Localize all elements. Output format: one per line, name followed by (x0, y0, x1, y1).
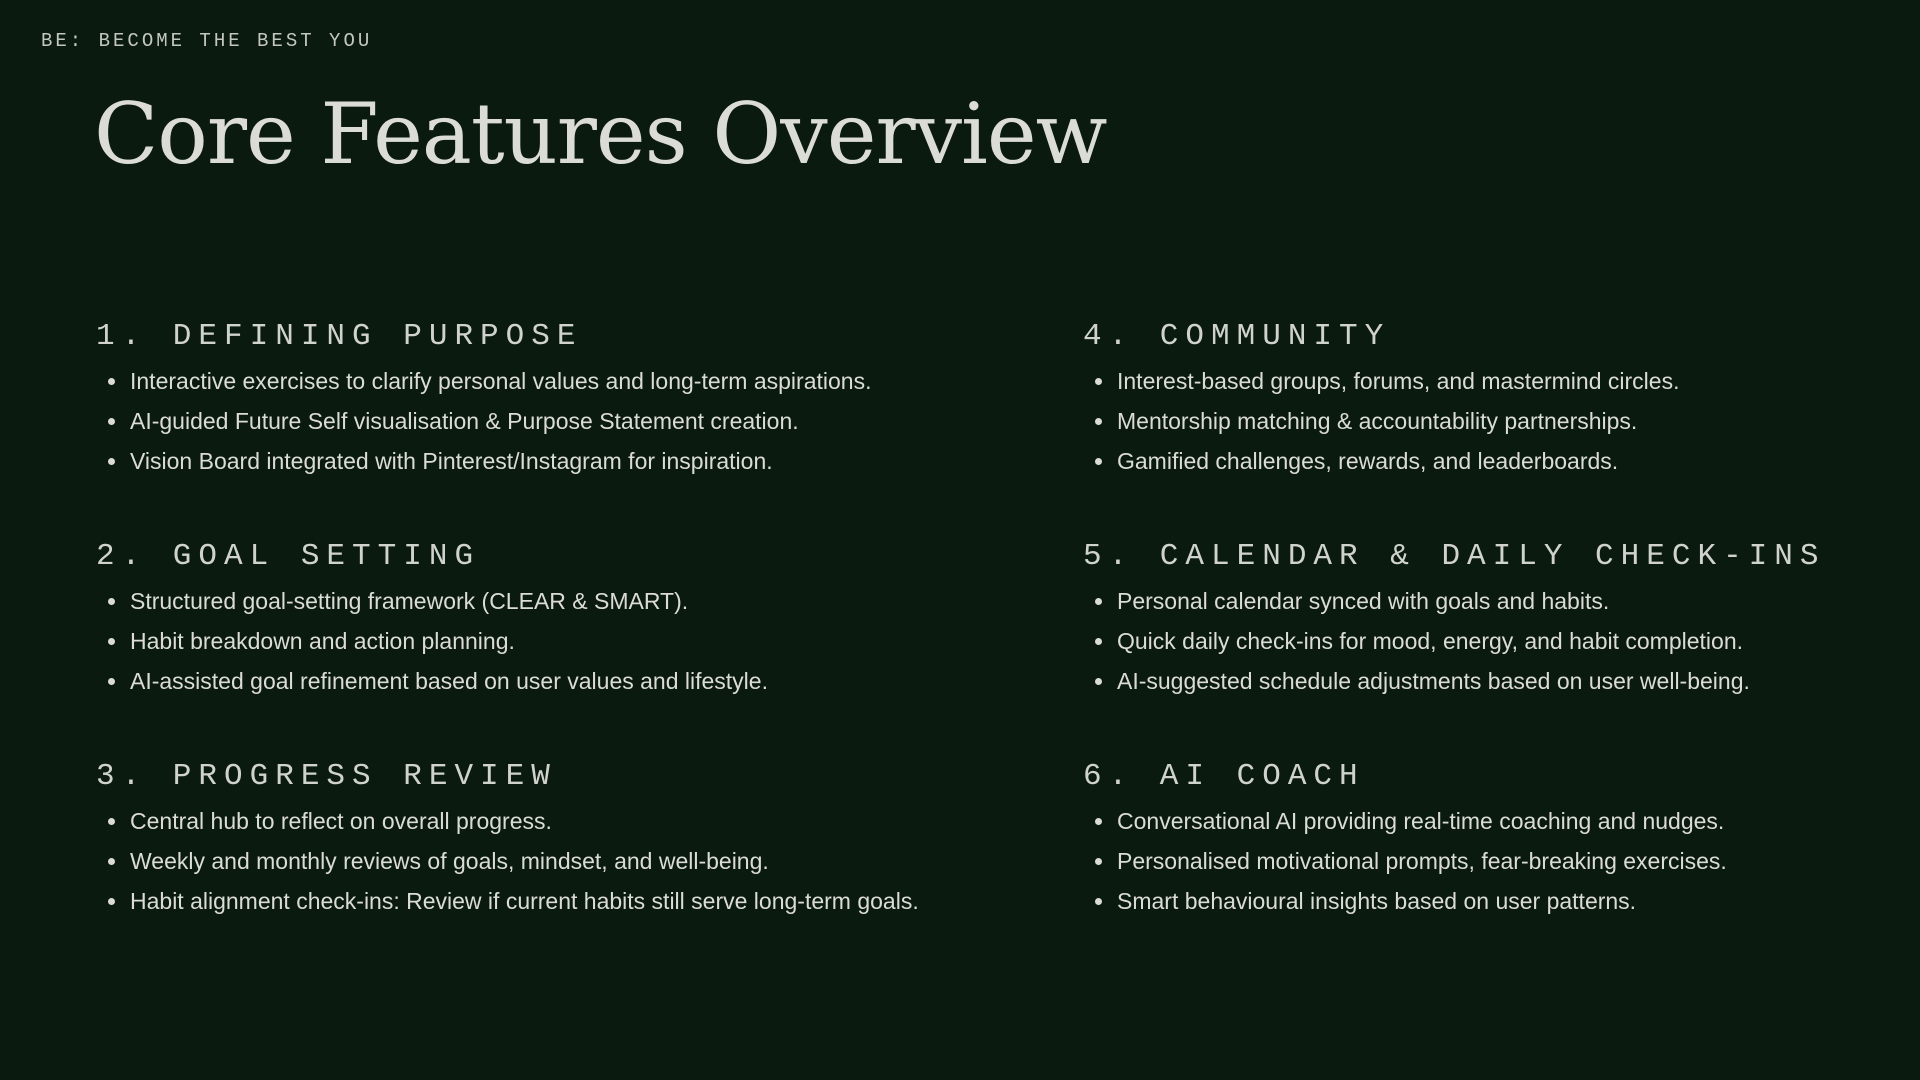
list-item-text: Habit alignment check-ins: Review if current habits still serve long-term goals. (130, 888, 919, 914)
list-item-text: Central hub to reflect on overall progress. (130, 808, 552, 834)
list-item (1083, 881, 1903, 921)
list-item-text: Mentorship matching & accountability partnerships. (1117, 408, 1638, 434)
list-item (1083, 441, 1903, 481)
bullet-icon (108, 678, 115, 685)
brand-tagline: BE: BECOME THE BEST YOU (41, 30, 373, 52)
list-item-text: Weekly and monthly reviews of goals, mindset, and well-being. (130, 848, 769, 874)
bullet-icon (108, 638, 115, 645)
bullet-icon (1095, 598, 1102, 605)
list-item (96, 401, 1056, 441)
bullet-icon (108, 818, 115, 825)
bullet-icon (1095, 378, 1102, 385)
bullet-icon (1095, 898, 1102, 905)
bullet-icon (108, 378, 115, 385)
list-item-text: Smart behavioural insights based on user patterns. (1117, 888, 1637, 914)
bullet-icon (108, 598, 115, 605)
feature-list (1083, 581, 1903, 701)
bullet-icon (1095, 818, 1102, 825)
feature-section-progress-review (96, 756, 1056, 976)
page-title: Core Features Overview (94, 85, 1107, 183)
list-item (1083, 361, 1903, 401)
list-item (1083, 401, 1903, 441)
list-item (96, 581, 1056, 621)
list-item-text: Gamified challenges, rewards, and leaderboards. (1117, 448, 1619, 474)
feature-list (1083, 361, 1903, 481)
feature-section-defining-purpose (96, 316, 1056, 536)
feature-section-ai-coach (1083, 756, 1903, 976)
section-heading: 2. GOAL SETTING (96, 539, 481, 574)
bullet-icon (1095, 678, 1102, 685)
feature-list (96, 581, 1056, 701)
list-item (1083, 801, 1903, 841)
list-item-text: Interest-based groups, forums, and mastermind circles. (1117, 368, 1680, 394)
list-item (96, 621, 1056, 661)
list-item-text: AI-assisted goal refinement based on user values and lifestyle. (130, 668, 768, 694)
list-item (96, 801, 1056, 841)
bullet-icon (1095, 458, 1102, 465)
section-heading: 6. AI COACH (1083, 759, 1365, 794)
features-column-right (1083, 316, 1903, 976)
feature-section-community (1083, 316, 1903, 536)
list-item (96, 361, 1056, 401)
bullet-icon (108, 898, 115, 905)
features-column-left (96, 316, 1056, 976)
list-item (96, 441, 1056, 481)
list-item-text: Structured goal-setting framework (CLEAR & SMART). (130, 588, 689, 614)
feature-list (96, 361, 1056, 481)
bullet-icon (108, 858, 115, 865)
list-item-text: Vision Board integrated with Pinterest/Instagram for inspiration. (130, 448, 773, 474)
section-heading: 3. PROGRESS REVIEW (96, 759, 557, 794)
section-heading: 4. COMMUNITY (1083, 319, 1391, 354)
list-item-text: AI-guided Future Self visualisation & Purpose Statement creation. (130, 408, 799, 434)
list-item (96, 841, 1056, 881)
list-item-text: Conversational AI providing real-time coaching and nudges. (1117, 808, 1725, 834)
list-item-text: Personal calendar synced with goals and habits. (1117, 588, 1610, 614)
section-heading: 5. CALENDAR & DAILY CHECK-INS (1083, 539, 1826, 574)
list-item (96, 661, 1056, 701)
feature-list (96, 801, 1056, 921)
list-item-text: Habit breakdown and action planning. (130, 628, 515, 654)
list-item-text: AI-suggested schedule adjustments based on user well-being. (1117, 668, 1750, 694)
bullet-icon (1095, 638, 1102, 645)
feature-section-goal-setting (96, 536, 1056, 756)
feature-section-calendar-checkins (1083, 536, 1903, 756)
bullet-icon (108, 458, 115, 465)
list-item (1083, 581, 1903, 621)
list-item (1083, 661, 1903, 701)
list-item-text: Quick daily check-ins for mood, energy, and habit completion. (1117, 628, 1743, 654)
list-item-text: Interactive exercises to clarify personal values and long-term aspirations. (130, 368, 872, 394)
list-item-text: Personalised motivational prompts, fear-breaking exercises. (1117, 848, 1727, 874)
bullet-icon (1095, 858, 1102, 865)
bullet-icon (1095, 418, 1102, 425)
section-heading: 1. DEFINING PURPOSE (96, 319, 583, 354)
list-item (1083, 841, 1903, 881)
bullet-icon (108, 418, 115, 425)
list-item (1083, 621, 1903, 661)
list-item (96, 881, 1056, 921)
feature-list (1083, 801, 1903, 921)
